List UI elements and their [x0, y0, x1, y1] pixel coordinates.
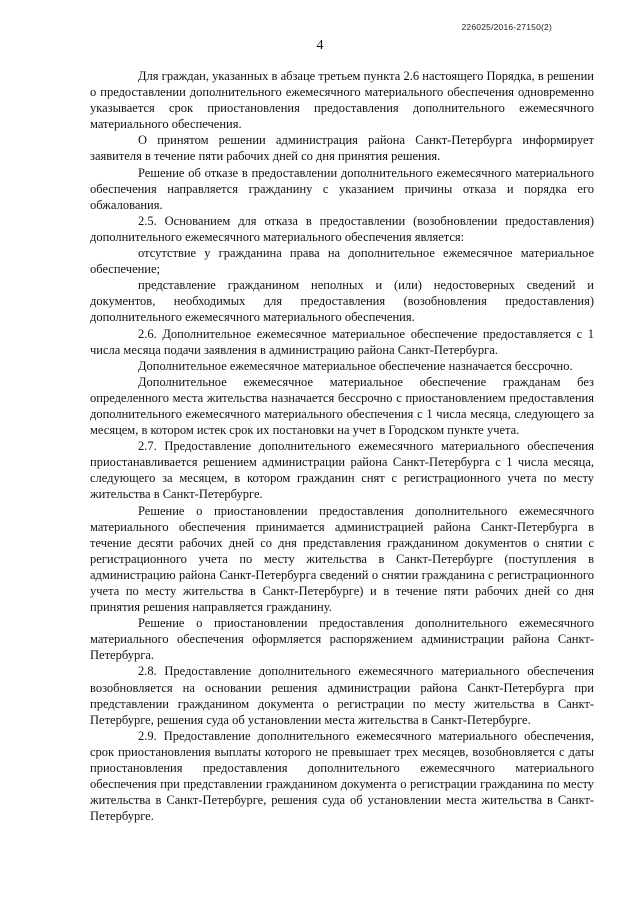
- paragraph-homeless-citizens: Дополнительное ежемесячное материальное обеспечение гражданам без определенного места жительства назначается бессрочно с приостановлением предоставления дополнительного ежемесячного материального обеспечения с 1 числа месяца, следующего за месяцем, в котором истек срок их постановки на учет в Городском пункте учета.: [90, 374, 594, 438]
- paragraph-2-7-suspension: 2.7. Предоставление дополнительного ежемесячного материального обеспечения приостанавливается решением администрации района Санкт-Петербурга с 1 числа месяца, следующего за месяцем, в котором гражданин снят с регистрационного учета по месту жительства в Санкт-Петербурге.: [90, 439, 594, 502]
- paragraph-2-6-start-of-provision: 2.6. Дополнительное ежемесячное материальное обеспечение предоставляется с 1 числа месяца подачи заявления в администрацию района Санкт-Петербурга.: [90, 326, 594, 357]
- page-number: 4: [316, 38, 324, 53]
- paragraph-suspension-order: Решение о приостановлении предоставления дополнительного ежемесячного материального обеспечения оформляется распоряжением администрации района Санкт-Петербурга.: [90, 616, 594, 663]
- paragraph-2-5-grounds-for-refusal: 2.5. Основанием для отказа в предоставлении (возобновлении предоставления) дополнительного ежемесячного материального обеспечения является:: [90, 213, 594, 244]
- document-body: [90, 68, 594, 824]
- paragraph-term-suspension: Для граждан, указанных в абзаце третьем пункта 2.6 настоящего Порядка, в решении о предоставлении дополнительного ежемесячного материального обеспечения одновременно указывается срок приостановления предоставления дополнительного ежемесячного материального обеспечения.: [90, 69, 594, 132]
- paragraph-indefinite-assignment: Дополнительное ежемесячное материальное обеспечение назначается бессрочно.: [138, 358, 573, 373]
- paragraph-incomplete-documents: представление гражданином неполных и (или) недостоверных сведений и документов, необходимых для предоставления (возобновления предоставления) дополнительного ежемесячного материального обеспечения.: [90, 278, 594, 325]
- paragraph-2-8-resumption: 2.8. Предоставление дополнительного ежемесячного материального обеспечения возобновляется на основании решения администрации района Санкт-Петербурга при представлении гражданином документа о регистрации по месту жительства в Санкт-Петербурге, решения суда об установлении места жительства в Санкт-Петербурге.: [90, 664, 594, 727]
- document-registration-number: 226025/2016-27150(2): [461, 22, 552, 32]
- paragraph-2-9-resumption-short-term: 2.9. Предоставление дополнительного ежемесячного материального обеспечения, срок приостановления выплаты которого не превышает трех месяцев, возобновляется с даты приостановления предоставления дополнительного ежемесячного материального обеспечения при представлении гражданином документа о регистрации гражданина по месту жительства в Санкт-Петербурге, решения суда об установлении места жительства в Санкт-Петербурге.: [90, 728, 594, 824]
- paragraph-notification: О принятом решении администрация района Санкт-Петербурга информирует заявителя в течение пяти рабочих дней со дня принятия решения.: [90, 133, 594, 164]
- paragraph-no-right: отсутствие у гражданина права на дополнительное ежемесячное материальное обеспечение;: [90, 246, 594, 277]
- paragraph-refusal-decision: Решение об отказе в предоставлении дополнительного ежемесячного материального обеспечения направляется гражданину с указанием причины отказа и порядка его обжалования.: [90, 165, 594, 212]
- paragraph-suspension-decision-term: Решение о приостановлении предоставления дополнительного ежемесячного материального обеспечения принимается администрацией района Санкт-Петербурга в течение десяти рабочих дней со дня представления гражданином документов о снятии с регистрационного учета по месту жительства в Санкт-Петербурге (поступления в администрацию района Санкт-Петербурга сведений о снятии гражданина с регистрационного учета по месту жительства в Санкт-Петербурге) и в течение пяти рабочих дней со дня принятия решения направляется гражданину.: [90, 503, 594, 615]
